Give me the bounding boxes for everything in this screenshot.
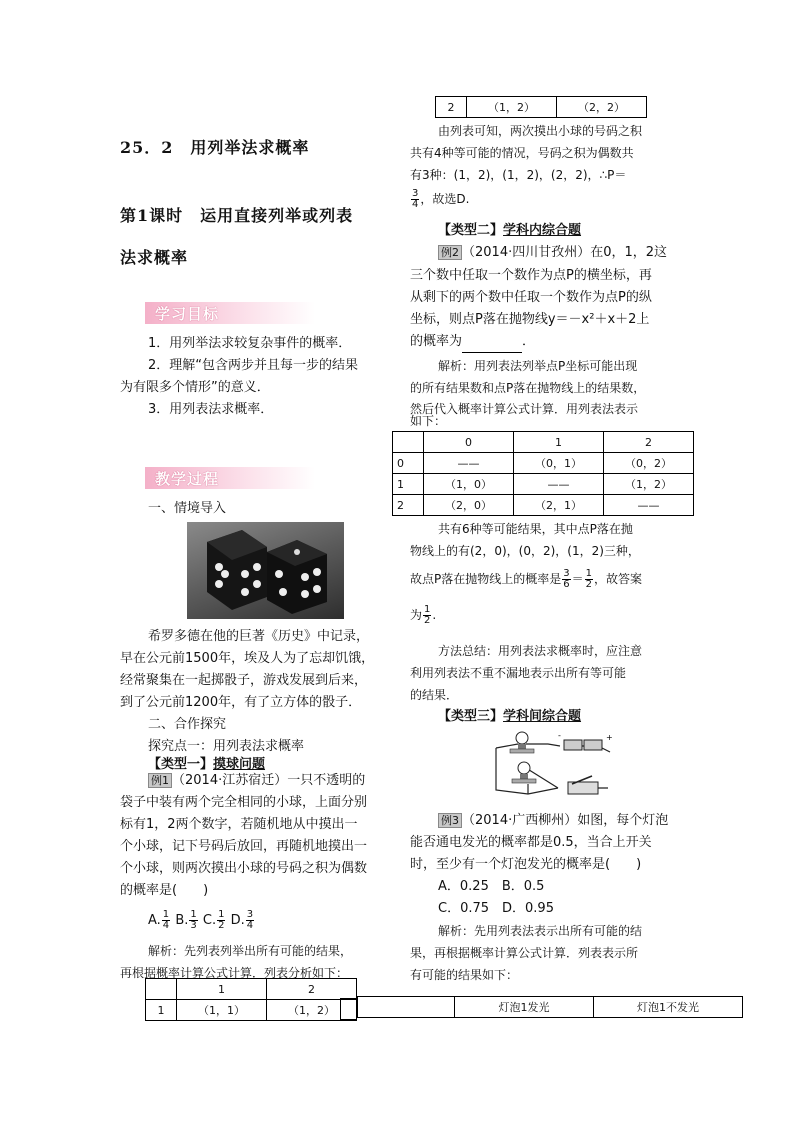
table-cell: （0，2） [604,453,694,474]
example-1-line-1 [148,770,365,792]
type-name: 摸球问题 [213,757,266,772]
table-2 [392,431,694,516]
intro-line-1: 希罗多德在他的巨著《历史》中记录， [148,629,370,644]
table-3 [357,996,743,1018]
table-cell: 灯泡1发光 [455,997,594,1018]
type-bracket: 【类型一】 [148,757,214,772]
table-cell: 灯泡1不发光 [594,997,743,1018]
banner-label: 学习目标 [155,305,220,323]
table-cell: 1 [146,1000,177,1021]
example-2-line-3: 从剩下的两个数中任取一个数作为点P的纵 [410,290,652,305]
example-tag: 例3 [438,813,462,828]
fraction: $\frac{3}{4}$ [246,909,254,931]
table-row [358,997,743,1018]
example-text: （2014·江苏宿迁）一只不透明的 [172,773,366,788]
example-text: ，故答案 [594,572,643,586]
dice-photo [187,522,344,619]
table-cell: （0，1） [514,453,604,474]
fraction: $\frac{3}{6}$ [563,568,570,590]
intro-line-4: 到了公元前1200年，有了立方体的骰子． [120,695,362,710]
table-cell: （2，2） [557,97,647,118]
example-1-line-4: 个小球，记下号码后放回，再随机地摸出一 [120,839,368,854]
table-cell: （1，2） [604,474,694,495]
example-1-conclusion-4 [410,184,469,214]
type-name: 学科间综合题 [503,709,582,724]
example-tag: 例1 [148,773,172,788]
example-2-line-5: 的概率为 ． [410,331,535,353]
table-1-top [145,978,357,1021]
table-cell: 2 [604,432,694,453]
example-1-line-6: 的概率是( ) [120,883,209,898]
svg-text:-: - [558,731,561,740]
example-2-line-1 [438,242,667,264]
table-cell: 2 [267,979,357,1000]
goal-3: 3．用列表法求概率． [148,402,274,417]
example-3-analysis-1: 解析：先用列表法表示出所有可能的结 [438,924,643,938]
example-1-conclusion-1: 由列表可知，两次摸出小球的号码之积 [438,124,643,138]
example-2-after-4: 为 $\frac{1}{2}$ . [410,604,437,626]
example-text: （2014·广西柳州）如图，每个灯泡 [462,813,669,828]
bulb-icon [510,732,534,753]
fraction: $\frac{1}{3}$ [190,909,197,931]
table-cell: 0 [424,432,514,453]
example-3-line-2: 能否通电发光的概率都是0.5，当合上开关 [410,835,652,850]
table-row [393,495,694,516]
example-text: （2014·四川甘孜州）在0，1，2这 [462,245,668,260]
conclusion-end: ，故选D. [420,192,470,206]
table-cell: （2，1） [514,495,604,516]
method-summary-1: 方法总结：用列表法求概率时，应注意 [438,644,643,658]
option-letter: A. [148,913,161,928]
table-cell: （1，2） [467,97,557,118]
banner-teaching-process [145,467,315,489]
table-cell: —— [424,453,514,474]
example-1-line-3: 标有1，2两个数字，若随机地从中摸出一 [120,817,358,832]
table-cell [358,997,455,1018]
dice-icon [187,522,344,619]
goal-1: 1．用列举法求较复杂事件的概率． [148,336,352,351]
table-row [393,474,694,495]
method-summary-3: 的结果． [410,688,459,702]
intro-line-2: 早在公元前1500年，埃及人为了忘却饥饿， [120,651,375,666]
table-cell: （2，0） [424,495,514,516]
option-letter: D. [230,913,245,928]
example-3-options-2: C．0.75 D．0.95 [438,901,554,916]
type-bracket: 【类型三】 [438,709,504,724]
banner-learning-goals [145,302,315,324]
example-2-after-1: 共有6种等可能结果，其中点P落在抛 [438,522,633,536]
example-2-analysis-4: 如下： [410,414,447,428]
table-cell: 1 [177,979,267,1000]
switch-icon [568,776,598,794]
type-name: 学科内综合题 [503,223,582,238]
method-summary-2: 利用列表法不重不漏地表示出所有等可能 [410,666,627,680]
table-1-bottom-row [435,96,647,118]
option-letter: C. [202,913,217,928]
table-cell [146,979,177,1000]
example-3-options-1: A．0.25 B．0.5 [438,879,545,894]
svg-text:+: + [606,733,613,742]
table-cell [393,432,424,453]
table-cell: （1，2） [267,1000,357,1021]
banner-label: 教学过程 [155,470,220,488]
table-row [146,1000,357,1021]
table-cell: （1，1） [177,1000,267,1021]
example-3-line-3: 时，至少有一个灯泡发光的概率是( ) [410,857,642,872]
goal-2: 2．理解“包含两步并且每一步的结果 [148,358,359,373]
table-cell: 2 [393,495,424,516]
fraction: $\frac{1}{4}$ [162,909,170,931]
example-text: 故点P落在抛物线上的概率是 [410,572,562,586]
example-2-line-4: 坐标，则点P落在抛物线y＝－x²＋x＋2上 [410,312,650,327]
lesson-title-line2: 法求概率 [120,248,189,267]
example-1-analysis-1: 解析：先列表列举出所有可能的结果， [148,944,353,958]
circuit-diagram [488,728,618,806]
table-cell: 0 [393,453,424,474]
intro-line-3: 经常聚集在一起掷骰子，游戏发展到后来， [120,673,368,688]
answer-blank[interactable] [462,338,522,353]
type-bracket: 【类型二】 [438,223,504,238]
example-2-analysis-3: 然后代入概率计算公式计算．用列表法表示 [410,402,639,416]
table-cell: 1 [514,432,604,453]
section-title: 25．2 用列举法求概率 [120,138,310,157]
example-1-conclusion-2: 共有4种等可能的情况，号码之积为偶数共 [410,146,634,160]
example-tag: 例2 [438,245,462,260]
option-letter: B. [175,913,189,928]
goal-2-cont: 为有限多个情形”的意义． [120,380,270,395]
table-row [393,453,694,474]
example-text: 为 [410,608,423,622]
example-2-after-2: 物线上的有(2，0)，(0，2)，(1，2)三种， [410,544,640,558]
example-2-after-3: 故点P落在抛物线上的概率是 $\frac{3}{6}$ ＝ $\frac{1}{2}$ ，故答案 [410,568,643,590]
table-cell: 1 [393,474,424,495]
example-3-analysis-3: 有可能的结果如下： [410,968,519,982]
example-1-line-5: 个小球，则两次摸出小球的号码之积为偶数 [120,861,368,876]
table-cell: 2 [436,97,467,118]
table-row [146,979,357,1000]
example-1-options [148,903,255,939]
table-cell: —— [514,474,604,495]
example-3-analysis-2: 果，再根据概率计算公式计算．列表表示所 [410,946,639,960]
example-2-analysis-2: 的所有结果数和点P落在抛物线上的结果数， [410,381,646,395]
table-row [393,432,694,453]
example-2-line-2: 三个数中任取一个数作为点P的横坐标，再 [410,268,652,283]
fraction: $\frac{1}{2}$ [585,568,593,590]
example-text: 的概率为 [410,334,463,349]
example-2-analysis-1: 解析：用列表法列举点P坐标可能出现 [438,359,638,373]
point-1: 探究点一：用列表法求概率 [148,739,305,754]
fraction: $\frac{3}{4}$ [412,188,419,210]
lesson-title-line1: 第1课时 运用直接列举或列表 [120,206,354,225]
table-edge-box [340,998,357,1020]
fraction: $\frac{1}{2}$ [218,909,225,931]
section-cooperative: 二、合作探究 [148,717,227,732]
type-2-heading [438,220,581,242]
battery-icon [558,731,613,750]
example-1-line-2: 袋子中装有两个完全相同的小球，上面分别 [120,795,368,810]
table-cell: —— [604,495,694,516]
example-3-line-1 [438,810,668,832]
table-cell: （1，0） [424,474,514,495]
type-3-heading [438,706,581,728]
section-scene-intro: 一、情境导入 [148,501,227,516]
example-1-analysis-2: 再根据概率计算公式计算．列表分析如下： [120,966,349,980]
table-row [436,97,647,118]
example-1-conclusion-3: 有3种：(1，2)，(1，2)，(2，2)，∴P＝ [410,168,627,182]
fraction: $\frac{1}{2}$ [424,604,431,626]
